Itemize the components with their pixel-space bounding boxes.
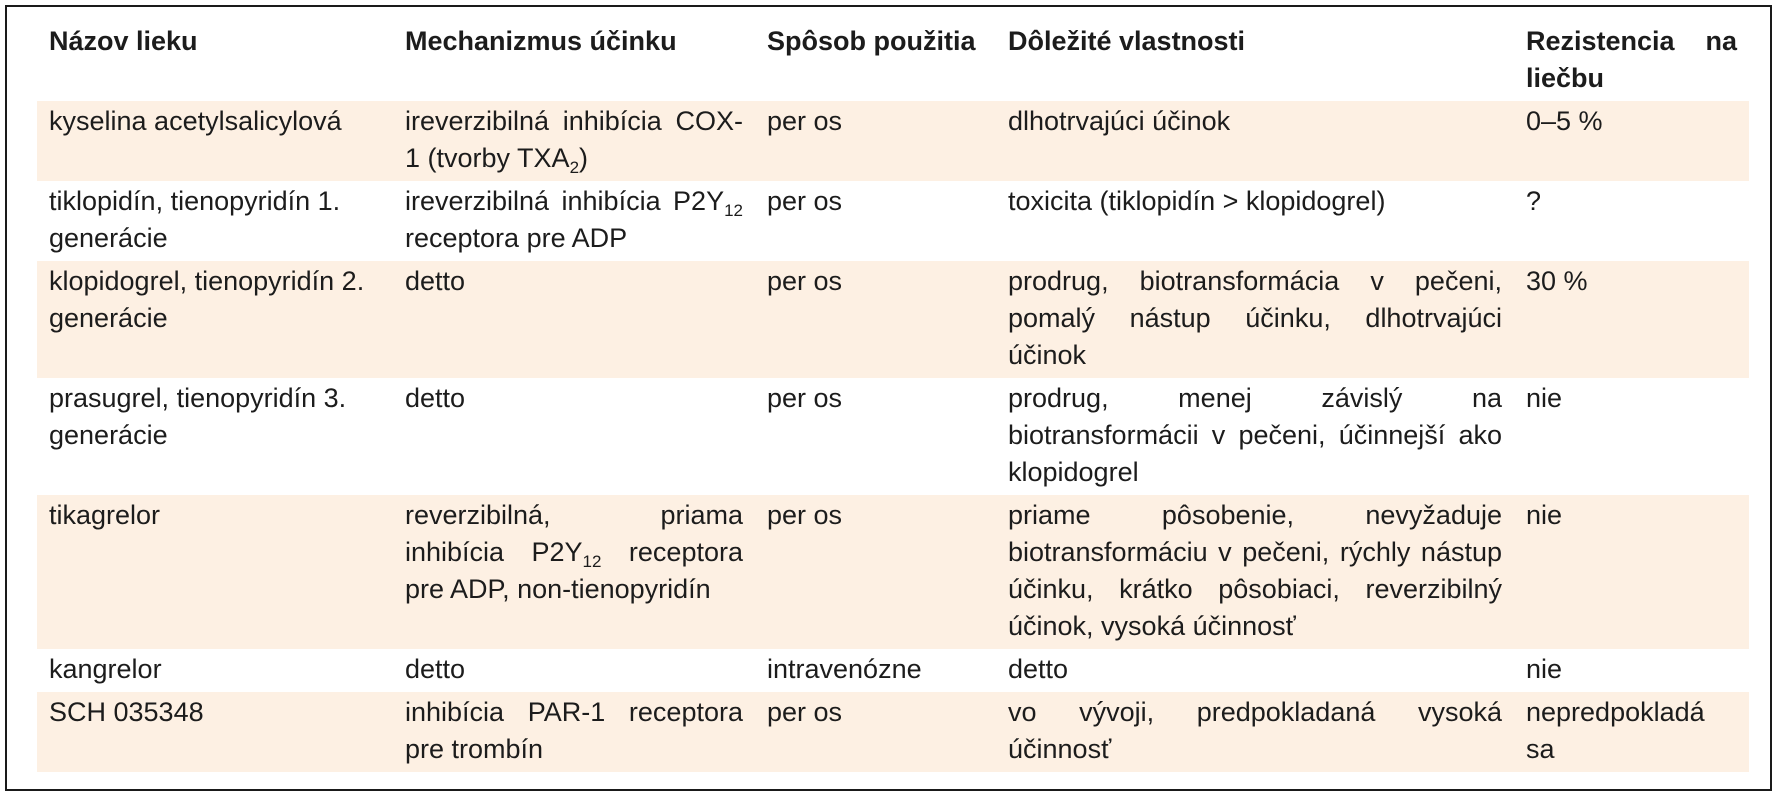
cell-drug-name: kangrelor xyxy=(49,654,162,684)
mechanism-text-end: ) xyxy=(579,143,589,173)
mechanism-text: ireverzibilná inhibícia COX-1 (tvorby TXA xyxy=(405,106,743,173)
cell-drug-name: prasugrel, tienopyridín 3. generácie xyxy=(49,383,347,450)
table-row xyxy=(37,181,1749,261)
cell-properties: prodrug, menej závislý na biotransformácii v pečeni, účinnejší ako klopidogrel xyxy=(1008,383,1502,487)
cell-properties: detto xyxy=(1008,654,1069,684)
cell-route: per os xyxy=(767,186,843,216)
cell-route: per os xyxy=(755,495,996,649)
mechanism-subscript: 2 xyxy=(569,158,580,177)
header-properties: Dôležité vlastnosti xyxy=(1008,26,1246,56)
cell-mechanism xyxy=(393,181,755,261)
cell-properties: priame pôsobenie, nevyžaduje biotransformáciu v pečeni, rýchly nástup účinku, krátko pôsobiaci, reverzibilný účinok, vysoká účinnosť xyxy=(996,495,1514,649)
table-header-row xyxy=(37,17,1749,101)
cell-route: per os xyxy=(755,101,996,181)
cell-drug-name: klopidogrel, tienopyridín 2. generácie xyxy=(37,261,393,378)
cell-resistance: nepredpokladá sa xyxy=(1514,692,1749,772)
cell-drug-name: kyselina acetylsalicylová xyxy=(37,101,393,181)
cell-properties: dlhotrvajúci účinok xyxy=(996,101,1514,181)
mechanism-text: ireverzibilná inhibícia P2Y xyxy=(405,186,725,216)
table-row xyxy=(37,378,1749,495)
cell-route: per os xyxy=(755,692,996,772)
drug-table xyxy=(37,17,1749,772)
table-row xyxy=(37,649,1749,692)
table-frame xyxy=(5,5,1772,791)
mechanism-text-end: receptora pre ADP, non-tienopyridín xyxy=(405,537,743,604)
cell-mechanism: detto xyxy=(405,654,466,684)
cell-route: per os xyxy=(755,261,996,378)
cell-resistance: nie xyxy=(1526,383,1563,413)
cell-mechanism: detto xyxy=(393,261,755,378)
cell-mechanism xyxy=(393,101,755,181)
cell-properties: prodrug, biotransformácia v pečeni, pomalý nástup účinku, dlhotrvajúci účinok xyxy=(996,261,1514,378)
header-drug-name: Názov lieku xyxy=(49,26,198,56)
cell-properties: vo vývoji, predpokladaná vysoká účinnosť xyxy=(996,692,1514,772)
cell-resistance: 0–5 % xyxy=(1514,101,1749,181)
cell-drug-name: SCH 035348 xyxy=(37,692,393,772)
table-row xyxy=(37,495,1749,649)
cell-mechanism: detto xyxy=(405,383,466,413)
cell-resistance: nie xyxy=(1514,495,1749,649)
cell-mechanism xyxy=(393,495,755,649)
table-row xyxy=(37,101,1749,181)
cell-route: intravenózne xyxy=(767,654,922,684)
mechanism-subscript: 12 xyxy=(582,552,602,571)
cell-resistance: ? xyxy=(1526,186,1542,216)
cell-route: per os xyxy=(767,383,843,413)
mechanism-subscript: 12 xyxy=(724,201,743,220)
table-row xyxy=(37,692,1749,772)
header-resistance: Rezistencia na liečbu xyxy=(1526,26,1737,93)
cell-properties: toxicita (tiklopidín > klopidogrel) xyxy=(1008,186,1386,216)
cell-resistance: 30 % xyxy=(1514,261,1749,378)
table-row xyxy=(37,261,1749,378)
mechanism-text-end: receptora pre ADP xyxy=(405,223,628,253)
cell-mechanism: inhibícia PAR-1 receptora pre trombín xyxy=(393,692,755,772)
header-route: Spôsob použitia xyxy=(767,26,976,56)
mechanism-text: reverzibilná, priama inhibícia P2Y xyxy=(405,500,743,567)
cell-drug-name: tikagrelor xyxy=(37,495,393,649)
cell-resistance: nie xyxy=(1526,654,1563,684)
header-mechanism: Mechanizmus účinku xyxy=(405,26,677,56)
cell-drug-name: tiklopidín, tienopyridín 1. generácie xyxy=(49,186,341,253)
